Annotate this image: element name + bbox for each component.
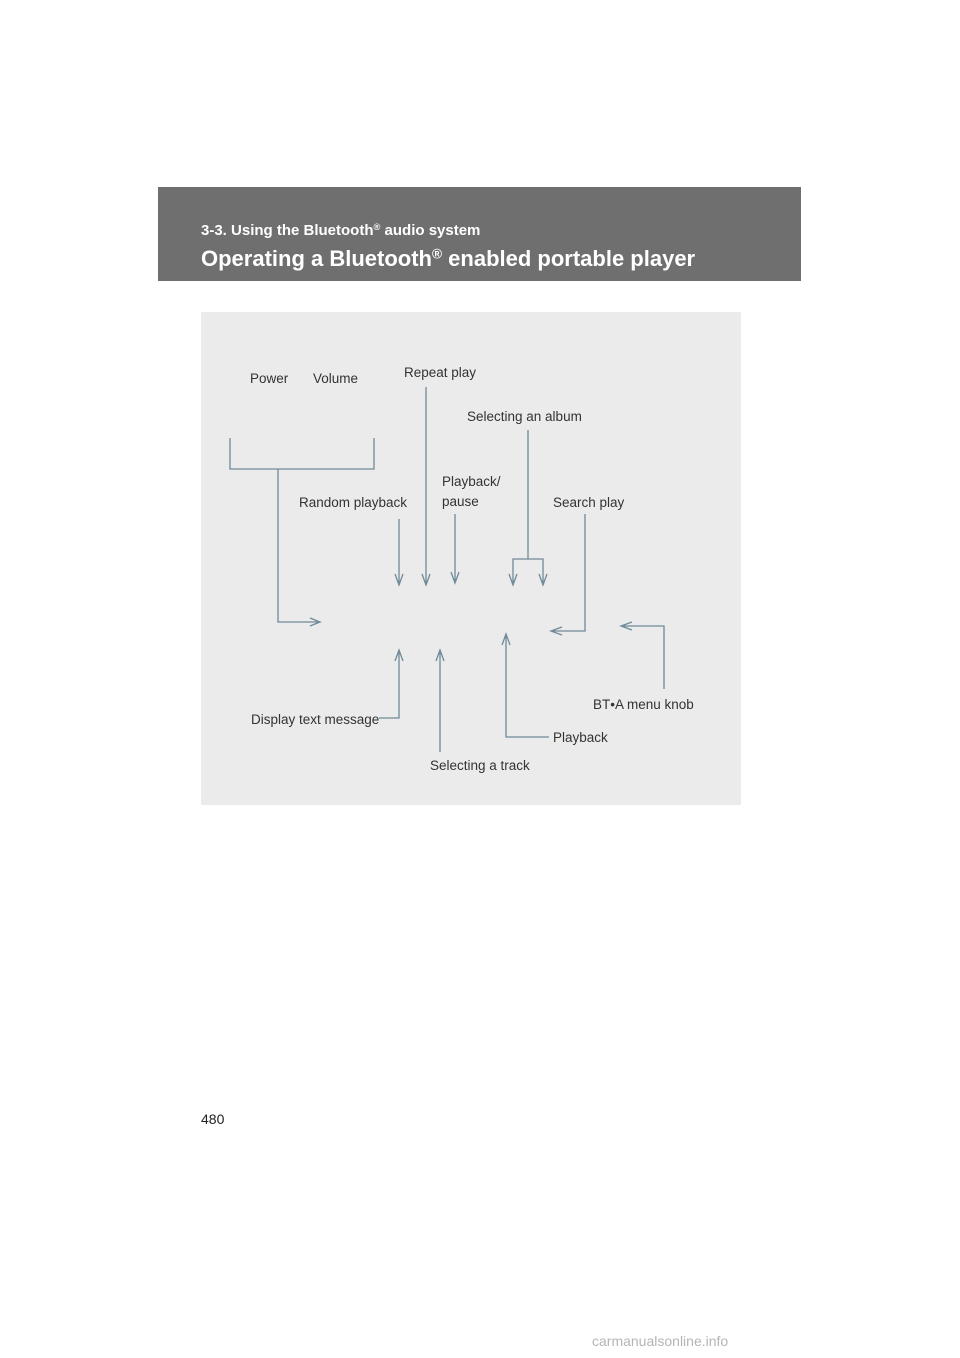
label-search-play: Search play [553,495,625,510]
watermark: carmanualsonline.info [592,1333,729,1349]
label-playback: Playback [553,730,608,745]
leader-playback [502,634,549,737]
section-label: 3-3. Using the Bluetooth® audio system [201,221,481,239]
label-repeat-play: Repeat play [404,365,477,380]
leader-selecting-album [509,430,547,585]
label-selecting-track: Selecting a track [430,758,530,773]
leader-playback-pause [451,514,459,583]
leader-repeat-play [422,387,430,585]
leader-selecting-track [436,650,444,752]
leader-power-volume [230,438,374,622]
leader-display-text [379,650,403,718]
label-display-text-message: Display text message [251,712,380,727]
leader-search-play [551,514,585,635]
page-title: Operating a Bluetooth® enabled portable player [201,246,696,271]
label-playback-pause-line2: pause [442,494,479,509]
leader-random-playback [395,519,403,585]
label-volume: Volume [313,371,359,386]
page-number: 480 [201,1111,225,1127]
label-random-playback: Random playback [299,495,408,510]
label-bt-a-menu-knob: BT•A menu knob [593,697,694,712]
controls-diagram [201,312,741,805]
label-selecting-album: Selecting an album [467,409,582,424]
leader-bt-a-knob [621,622,664,689]
label-playback-pause-line1: Playback/ [442,474,501,489]
label-power: Power [250,371,289,386]
